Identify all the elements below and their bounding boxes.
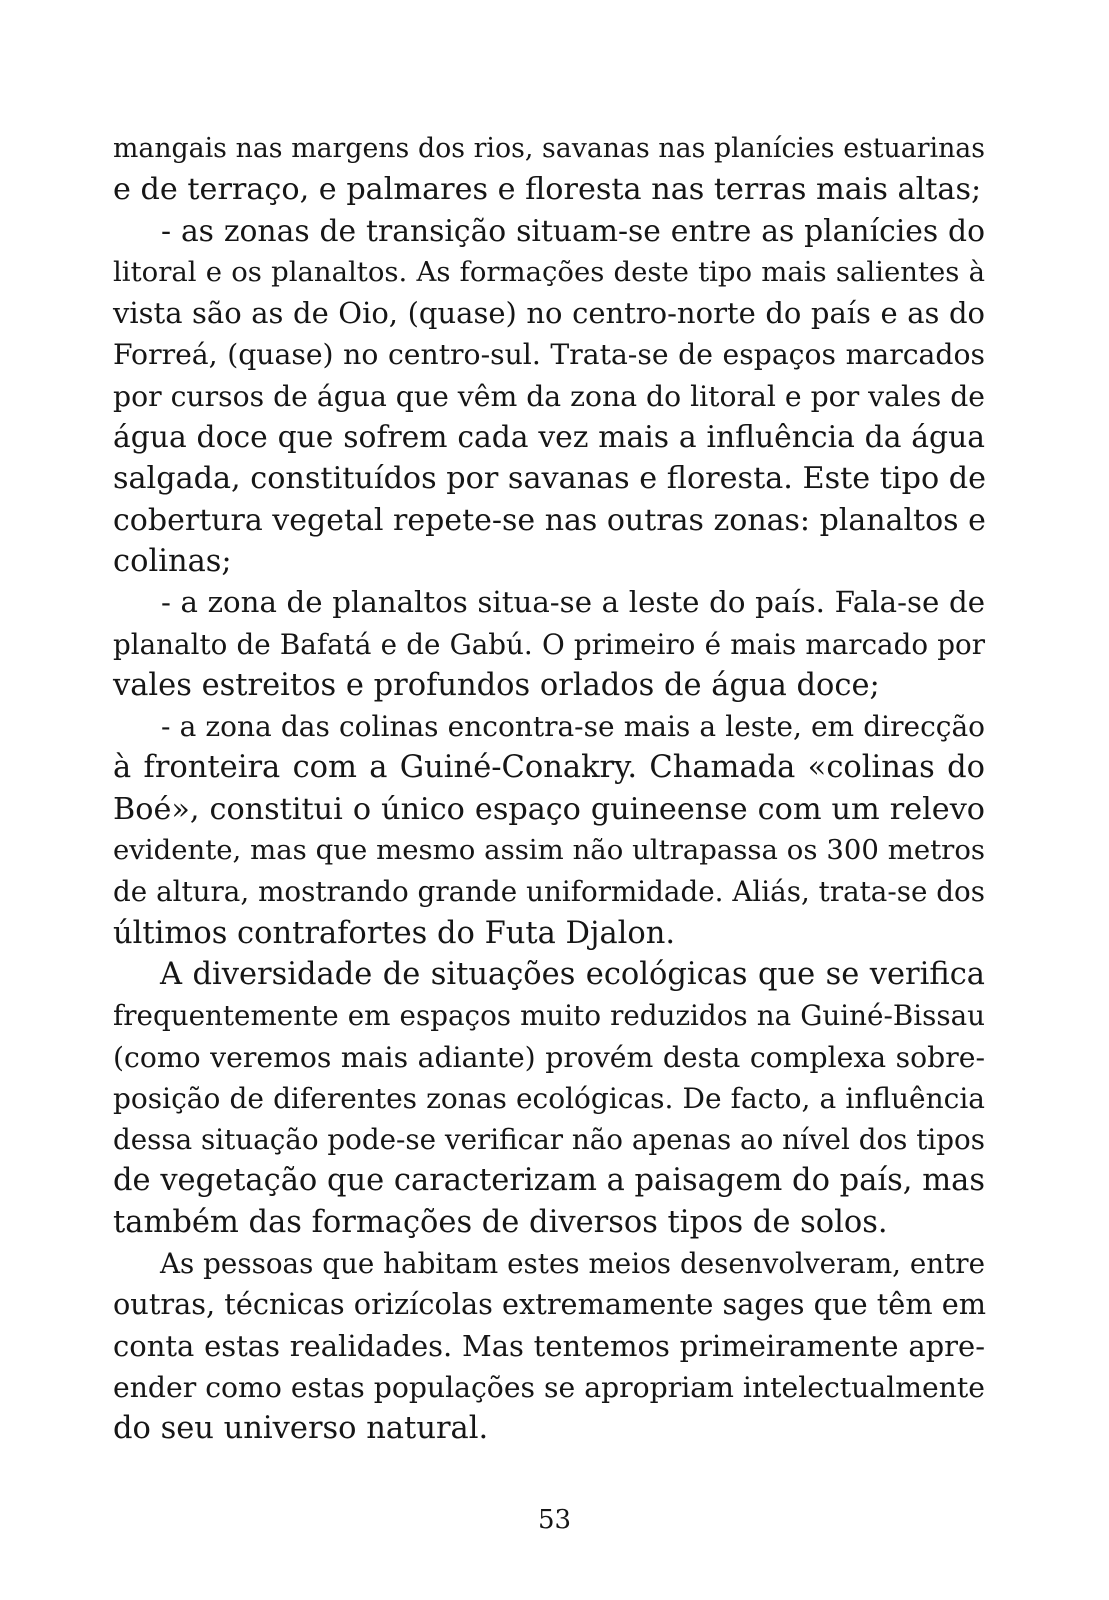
text-line: conta estas realidades. Mas tentemos primeiramente apre- <box>113 1328 985 1363</box>
list-item-line: - as zonas de transição situam-se entre as planícies do <box>161 213 985 249</box>
text-line: também das formações de diversos tipos de solos. <box>113 1204 888 1240</box>
text-line: planalto de Bafatá e de Gabú. O primeiro é mais marcado por <box>113 627 985 661</box>
text-line: por cursos de água que vêm da zona do litoral e por vales de <box>113 379 986 413</box>
text-line: mangais nas margens dos rios, savanas nas planícies estuarinas <box>113 133 985 164</box>
text-line: vales estreitos e profundos orlados de água doce; <box>113 667 880 703</box>
page-number: 53 <box>537 1505 572 1535</box>
text-line: posição de diferentes zonas ecológicas. De facto, a influência <box>113 1081 985 1115</box>
text-line: do seu universo natural. <box>113 1411 489 1447</box>
paragraph-start-line: As pessoas que habitam estes meios desenvolveram, entre <box>160 1247 985 1281</box>
text-line: colinas; <box>113 543 232 579</box>
text-line: dessa situação pode-se verificar não apenas ao nível dos tipos <box>113 1123 985 1157</box>
list-item-line: - a zona de planaltos situa-se a leste do país. Fala-se de <box>161 585 985 620</box>
text-line: litoral e os planaltos. As formações deste tipo mais salientes à <box>113 255 985 288</box>
text-line: evidente, mas que mesmo assim não ultrapassa os 300 metros <box>113 834 985 867</box>
body-text <box>113 128 985 1450</box>
text-line: água doce que sofrem cada vez mais a influência da água <box>113 420 985 456</box>
text-line: vista são as de Oio, (quase) no centro-norte do país e as do <box>113 296 985 331</box>
text-line: frequentemente em espaços muito reduzidos na Guiné-Bissau <box>113 999 985 1033</box>
text-line: últimos contrafortes do Futa Djalon. <box>113 915 676 951</box>
paragraph-start-line: A diversidade de situações ecológicas que se verifica <box>160 956 985 992</box>
text-line: ender como estas populações se apropriam intelectualmente <box>113 1370 985 1404</box>
text-line: (como veremos mais adiante) provém desta complexa sobre- <box>113 1040 985 1074</box>
text-line: Boé», constitui o único espaço guineense com um relevo <box>113 791 985 827</box>
text-line: cobertura vegetal repete-se nas outras zonas: planaltos e <box>113 502 986 538</box>
text-line: Forreá, (quase) no centro-sul. Trata-se de espaços marcados <box>113 338 985 372</box>
text-line: de altura, mostrando grande uniformidade. Aliás, trata-se dos <box>113 875 985 909</box>
list-item-line: - a zona das colinas encontra-se mais a leste, em direcção <box>161 710 985 744</box>
text-line: outras, técnicas orizícolas extremamente sages que têm em <box>113 1287 987 1322</box>
text-line: e de terraço, e palmares e floresta nas terras mais altas; <box>113 172 982 208</box>
text-line: à fronteira com a Guiné-Conakry. Chamada «colinas do <box>113 750 985 786</box>
text-line: salgada, constituídos por savanas e floresta. Este tipo de <box>113 461 987 497</box>
text-line: de vegetação que caracterizam a paisagem do país, mas <box>113 1163 985 1199</box>
